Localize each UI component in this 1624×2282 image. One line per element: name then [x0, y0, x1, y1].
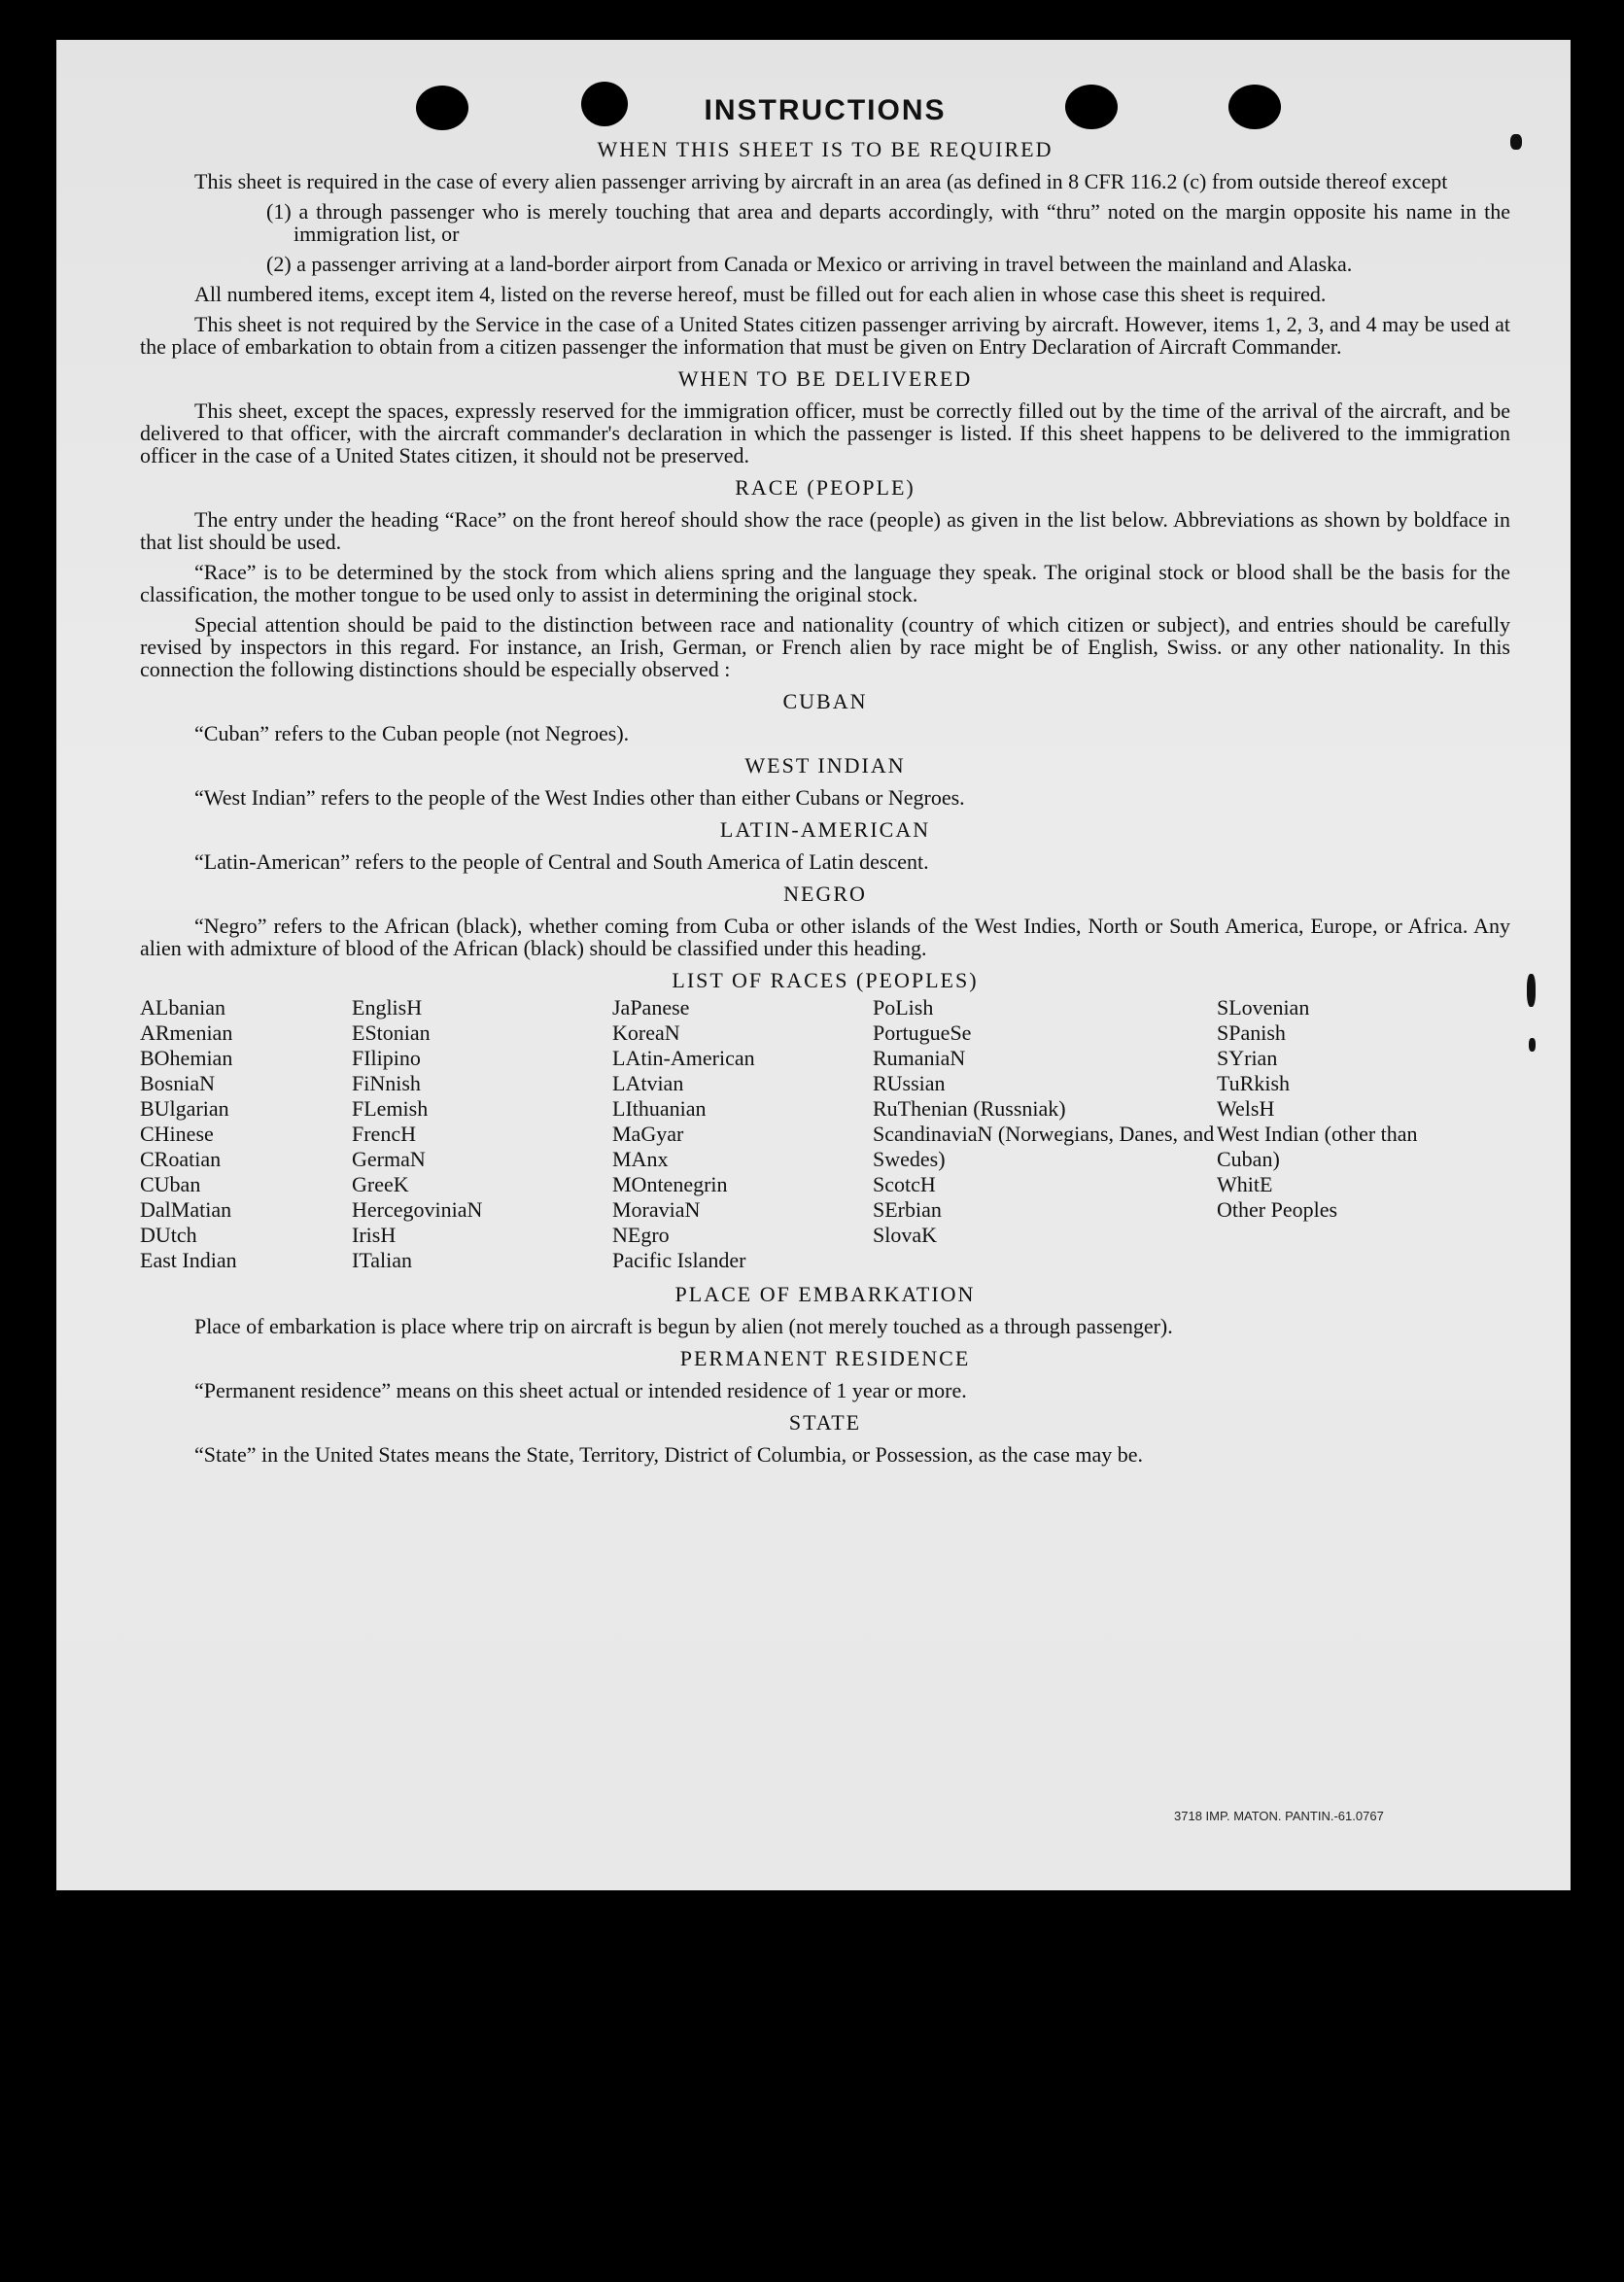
paragraph: Place of embarkation is place where trip on aircraft is begun by alien (not merely touched as a through passenger).: [194, 1314, 1173, 1338]
paragraph: Special attention should be paid to the distinction between race and nationality (country of which citizen or subject), and entries should be carefully revised by inspectors in this regard. For instance, an Irish, German, or French alien by race might be of English, Swiss. or any other nationality. In this connection the following distinctions should be especially observed :: [140, 612, 1510, 681]
race-entry: EStonian: [352, 1020, 431, 1045]
race-entry: LIthuanian: [612, 1096, 707, 1121]
instructions-body: [140, 93, 1510, 1473]
exception-item: (2) a passenger arriving at a land-border airport from Canada or Mexico or arriving in travel between the mainland and Alaska.: [266, 252, 1353, 276]
race-list: [140, 995, 1510, 1273]
race-entry: IrisH: [352, 1223, 397, 1247]
race-entry: Pacific Islander: [612, 1248, 746, 1272]
section-heading: WHEN TO BE DELIVERED: [677, 366, 973, 391]
race-entry: NEgro: [612, 1223, 670, 1247]
race-entry: WhitE: [1217, 1172, 1273, 1196]
race-entry: BosniaN: [140, 1071, 215, 1095]
race-entry: East Indian: [140, 1248, 237, 1272]
paragraph: All numbered items, except item 4, listed on the reverse hereof, must be filled out for each alien in whose case this sheet is required.: [194, 282, 1327, 306]
paragraph: This sheet is required in the case of every alien passenger arriving by aircraft in an area (as defined in 8 CFR 116.2 (c) from outside thereof except: [194, 169, 1448, 193]
race-entry: MAnx: [612, 1147, 669, 1171]
race-column: [1217, 995, 1452, 1273]
race-entry: HercegoviniaN: [352, 1197, 483, 1222]
paragraph: “State” in the United States means the State, Territory, District of Columbia, or Possession, as the case may be.: [194, 1442, 1144, 1467]
race-entry: FLemish: [352, 1096, 429, 1121]
race-entry: DUtch: [140, 1223, 197, 1247]
race-entry: West Indian (other than Cuban): [1217, 1122, 1418, 1171]
race-entry: FIlipino: [352, 1046, 421, 1070]
race-entry: JaPanese: [612, 995, 690, 1020]
section-heading: STATE: [788, 1410, 862, 1435]
race-column: [352, 995, 612, 1273]
section-heading: PLACE OF EMBARKATION: [674, 1282, 976, 1306]
race-column: [140, 995, 352, 1273]
exception-item: (1) a through passenger who is merely touching that area and departs accordingly, with “thru” noted on the margin opposite his name in the immigration list, or: [266, 199, 1510, 246]
race-entry: SPanish: [1217, 1020, 1286, 1045]
race-entry: CHinese: [140, 1122, 214, 1146]
section-heading: RACE (PEOPLE): [735, 475, 916, 500]
race-entry: BUlgarian: [140, 1096, 229, 1121]
race-entry: ScandinaviaN (Norwegians, Danes, and Swedes): [873, 1122, 1215, 1171]
race-entry: LAtvian: [612, 1071, 684, 1095]
race-entry: GermaN: [352, 1147, 426, 1171]
paragraph: “Permanent residence” means on this sheet actual or intended residence of 1 year or more.: [194, 1378, 967, 1402]
race-entry: ITalian: [352, 1248, 412, 1272]
race-entry: ALbanian: [140, 995, 225, 1020]
section-heading: WEST INDIAN: [744, 753, 906, 778]
race-column: [873, 995, 1217, 1273]
race-entry: PoLish: [873, 995, 934, 1020]
paragraph: “West Indian” refers to the people of the West Indies other than either Cubans or Negroes.: [194, 785, 965, 810]
paragraph: “Latin-American” refers to the people of Central and South America of Latin descent.: [194, 849, 929, 874]
race-entry: MOntenegrin: [612, 1172, 728, 1196]
section-heading: PERMANENT RESIDENCE: [679, 1346, 971, 1370]
race-entry: CRoatian: [140, 1147, 222, 1171]
race-entry: FiNnish: [352, 1071, 421, 1095]
race-entry: Other Peoples: [1217, 1197, 1338, 1222]
race-entry: MoraviaN: [612, 1197, 701, 1222]
race-entry: PortugueSe: [873, 1020, 972, 1045]
race-entry: SlovaK: [873, 1223, 937, 1247]
race-entry: GreeK: [352, 1172, 409, 1196]
document-sheet: [56, 40, 1571, 1890]
race-entry: RuThenian (Russniak): [873, 1096, 1066, 1121]
paragraph: This sheet is not required by the Service in the case of a United States citizen passenger arriving by aircraft. However, items 1, 2, 3, and 4 may be used at the place of embarkation to obtain from a citizen passenger the information that must be given on Entry Declaration of Aircraft Commander.: [140, 312, 1510, 359]
section-heading: LATIN-AMERICAN: [719, 817, 931, 842]
paragraph: “Race” is to be determined by the stock from which aliens spring and the language they speak. The original stock or blood shall be the basis for the classification, the mother tongue to be used only to assist in determining the original stock.: [140, 560, 1510, 606]
race-entry: TuRkish: [1217, 1071, 1291, 1095]
race-entry: DalMatian: [140, 1197, 232, 1222]
race-entry: EnglisH: [352, 995, 423, 1020]
race-entry: SLovenian: [1217, 995, 1310, 1020]
race-entry: RUssian: [873, 1071, 946, 1095]
page-title: INSTRUCTIONS: [704, 94, 947, 126]
section-heading: WHEN THIS SHEET IS TO BE REQUIRED: [597, 137, 1054, 161]
scan-mark: [1527, 974, 1536, 1007]
race-entry: CUban: [140, 1172, 201, 1196]
race-entry: SYrian: [1217, 1046, 1278, 1070]
section-heading: CUBAN: [782, 689, 868, 713]
race-entry: RumaniaN: [873, 1046, 966, 1070]
section-heading: NEGRO: [783, 882, 867, 906]
race-entry: ScotcH: [873, 1172, 936, 1196]
race-column: [612, 995, 873, 1273]
race-entry: LAtin-American: [612, 1046, 755, 1070]
race-entry: MaGyar: [612, 1122, 684, 1146]
scan-mark: [1529, 1038, 1536, 1052]
race-entry: BOhemian: [140, 1046, 233, 1070]
paragraph: This sheet, except the spaces, expressly reserved for the immigration officer, must be correctly filled out by the time of the arrival of the aircraft, and be delivered to that officer, with the aircraft commander's declaration in which the passenger is listed. If this sheet happens to be delivered to the immigration officer in the case of a United States citizen, it should not be preserved.: [140, 398, 1510, 467]
race-entry: ARmenian: [140, 1020, 233, 1045]
race-entry: WelsH: [1217, 1096, 1275, 1121]
section-heading: LIST OF RACES (PEOPLES): [672, 968, 979, 992]
race-entry: FrencH: [352, 1122, 416, 1146]
paragraph: “Negro” refers to the African (black), whether coming from Cuba or other islands of the West Indies, North or South America, Europe, or Africa. Any alien with admixture of blood of the African (black) should be classified under this heading.: [140, 914, 1510, 960]
race-entry: KoreaN: [612, 1020, 680, 1045]
scan-mark: [1510, 134, 1522, 150]
print-code: 3718 IMP. MATON. PANTIN.-61.0767: [1174, 1809, 1384, 1823]
paragraph: “Cuban” refers to the Cuban people (not Negroes).: [194, 721, 630, 745]
paragraph: The entry under the heading “Race” on the front hereof should show the race (people) as given in the list below. Abbreviations as shown by boldface in that list should be used.: [140, 507, 1510, 554]
race-entry: SErbian: [873, 1197, 942, 1222]
